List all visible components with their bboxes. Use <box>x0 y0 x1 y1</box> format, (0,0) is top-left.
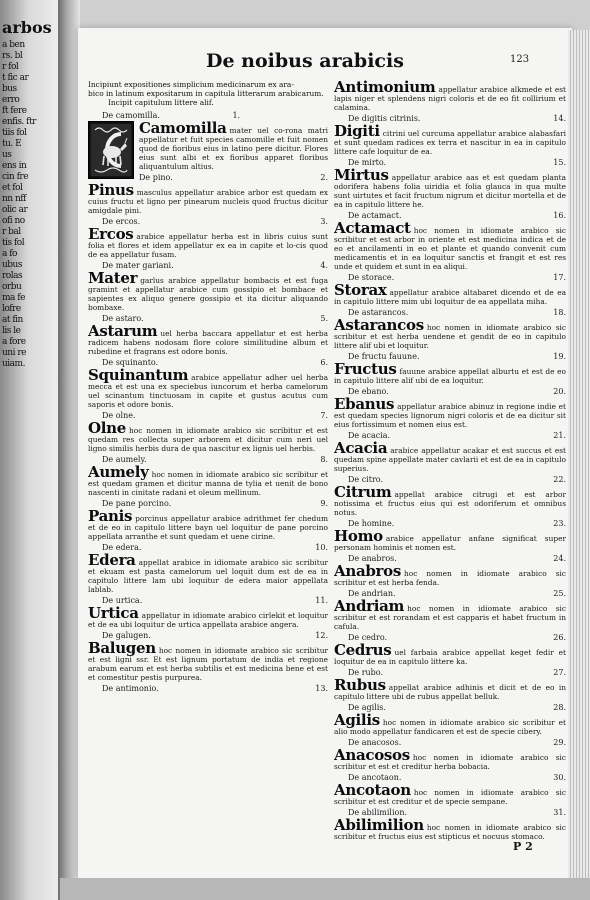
entry-body: appellatur arabice altabaret dicendo et de ea in capitulo littere mim ubi loquitur de ea appellata miha. <box>334 288 566 306</box>
entry-marker-text: De abilimilion. <box>348 808 408 817</box>
entry-headword: Acacia <box>334 439 388 457</box>
entry-text <box>334 168 566 209</box>
entry-marker-text: De ebano. <box>348 387 389 396</box>
entry-marker-text: De astarancos. <box>348 308 409 317</box>
entry-body: hoc nomen in idiomate arabico sic scribitur et est arbor in oriente et est medicina indica et de eo et ancilamenti in eo et plante et quando convenit cum medicamentis et in ea loquitur sanctis et frangit et est res unde et quidem et sunt in ea aliqui. <box>334 226 566 271</box>
dictionary-entry <box>334 519 566 552</box>
entry-number: 13. <box>315 684 328 693</box>
intro-line: bico in latinum expositarum in capitula litterarum arabicarum. <box>88 89 324 98</box>
entry-headword: Squinantum <box>88 366 189 384</box>
entry-marker-text: De andrian. <box>348 589 396 598</box>
entry-marker <box>102 217 328 226</box>
entry-body: appellatur arabice abinuz in regione indie et est quedam species lignorum nigri coloris et de ea dicitur sit eius fortissimum et nomen eius est. <box>334 402 566 429</box>
right-page <box>78 28 572 878</box>
dictionary-entry <box>334 633 566 666</box>
entry-marker-text: De ercos. <box>102 217 141 226</box>
entry-marker-text: De homine. <box>348 519 395 528</box>
entry-marker-text: De ancotaon. <box>348 773 402 782</box>
entry-headword: Astarancos <box>334 316 424 334</box>
entry-body: appellat arabice in idiomate arabico sic scribitur et ekuam est pasta camelorum uel loquit dum est de ea in capitulo littere lam ubi loquitur de edera maior appellata lablab. <box>88 558 328 594</box>
left-page-line: ft fere <box>2 106 27 116</box>
entry-marker-text: De actamact. <box>348 211 402 220</box>
dictionary-entry <box>334 738 566 771</box>
running-head <box>78 50 572 74</box>
entry-marker-text: De storace. <box>348 273 395 282</box>
dictionary-entry <box>88 596 328 629</box>
entry-text <box>334 599 566 631</box>
entry-headword: Homo <box>334 527 383 545</box>
entry-number: 19. <box>553 352 566 361</box>
entry-headword: Anabros <box>334 562 402 580</box>
entry-text <box>334 678 566 701</box>
entry-marker-text: De aumely. <box>102 455 147 464</box>
entry-number: 15. <box>553 158 566 167</box>
entry-number: 14. <box>553 114 566 123</box>
entry-body: appellatur in idiomate arabico cirlekit et loquitur et de ea ubi loquitur de urtica appellata arabice angera. <box>88 611 328 629</box>
entry-body: masculus appellatur arabice arbor est quedam ex cuius fructu et ligno per pinearum nucleis quod fructus dicitur amigdale pini. <box>88 188 328 215</box>
right-text-column <box>334 80 566 860</box>
entry-number: 5. <box>320 314 328 323</box>
entry-marker <box>102 411 328 420</box>
left-page-line: a fo <box>2 249 17 259</box>
entry-marker-text: De agilis. <box>348 703 386 712</box>
entry-text <box>334 124 566 156</box>
left-page-line: ma fe <box>2 293 25 303</box>
entry-marker-text: De antimonio. <box>102 684 159 693</box>
entry-body: appellat arabice citrugi et est arbor notissima et fructus eius qui est odoriferum et omnibus notus. <box>334 490 566 517</box>
entry-body: appellatur arabice aas et est quedam planta odorifera habens folia uiridia et folia glauca in qua multe sunt uirtutes et facit fructum nigrum et dicitur mortella et de ea in capitulo littere he. <box>334 173 566 209</box>
entry-body: appellatur arabice alkmede et est lapis niger et splendens nigri coloris et de eo fit collirium et calamina. <box>334 85 566 112</box>
entry-number: 22. <box>553 475 566 484</box>
entry-body: arabice appellatur adher uel herba mecca et est una ex speciebus iuncorum et herba camelorum uel scinantum tinctuosam in capite et gustus acutus cum saporis et odore bonis. <box>88 373 328 409</box>
entry-text <box>334 485 566 517</box>
dictionary-entry <box>334 387 566 429</box>
entry-headword: Antimonium <box>334 80 436 96</box>
entry-headword: Storax <box>334 281 387 299</box>
entry-headword: Fructus <box>334 360 397 378</box>
entry-text <box>334 529 566 552</box>
entry-marker-text: De citro. <box>348 475 383 484</box>
left-page-line: enfis. ftr <box>2 117 36 127</box>
entry-body: hoc nomen in idiomate arabico sic scribitur et est herba fenda. <box>334 569 566 587</box>
entry-marker-text: De urtica. <box>102 596 143 605</box>
bottom-shadow <box>60 878 590 900</box>
book-gutter <box>58 0 80 900</box>
dictionary-entry <box>88 499 328 541</box>
entry-number: 23. <box>553 519 566 528</box>
entry-headword: Actamact <box>334 219 411 237</box>
entry-number: 29. <box>553 738 566 747</box>
dictionary-entry <box>334 273 566 306</box>
entry-marker <box>348 114 566 123</box>
dictionary-entry <box>334 773 566 806</box>
entry-text <box>88 324 328 356</box>
dictionary-entry <box>88 173 328 215</box>
dictionary-entry <box>334 352 566 385</box>
entry-text <box>88 641 328 682</box>
entry-number: 18. <box>553 308 566 317</box>
entry-number: 26. <box>553 633 566 642</box>
dictionary-entry <box>334 308 566 350</box>
entry-marker-text: De anabros. <box>348 554 397 563</box>
entry-body: hoc nomen in idiomate arabico sic scribitur et est creditur et de specie sempane. <box>334 788 566 806</box>
left-page-line: rolas <box>2 271 23 281</box>
entry-marker <box>348 703 566 712</box>
entry-marker: De camomilla. 1. <box>102 111 241 120</box>
entry-body: uel farbaia arabice appellat keget fedir et loquitur de ea in capitulo littere ka. <box>334 648 566 666</box>
entry-headword: Digiti <box>334 122 380 140</box>
left-page-line: t fic ar <box>2 73 29 83</box>
folio-number: 123 <box>510 54 530 65</box>
entry-body: mater uel co-rona matri appellatur et fuit species camomille et fuit nomen quod de fioribus eius in latino pere dicitur. Flores eius sunt albi et ex fioribus apparet floribus aliquantulum altius. <box>139 126 328 171</box>
entry-text <box>88 183 328 215</box>
entry-headword: Urtica <box>88 604 139 622</box>
entry-text <box>88 553 328 594</box>
left-page-line: a fore <box>2 337 26 347</box>
entry-body: fauune arabice appellat alburtu et est de eo in capitulo littere alif ubi de ea loquitur. <box>334 367 566 385</box>
left-page-line: tu. E <box>2 139 22 149</box>
intro-line: Incipit capitulum littere alif. <box>108 98 214 107</box>
entry-marker-text: De pino. <box>139 173 173 182</box>
entry-headword: Cedrus <box>334 641 392 659</box>
entry-text <box>88 421 328 453</box>
entry-text <box>334 80 566 112</box>
dictionary-entry <box>88 261 328 312</box>
entry-text <box>334 362 566 385</box>
entry-text <box>334 318 566 350</box>
entry-body: porcinus appellatur arabice adrithmet fer chedum et de eo in capitulo littere bayn uel loquitur de pane porcino appellata arranthe et sunt quedam et uene cirine. <box>88 514 328 541</box>
entry-body: arabice appellatur anfane significat super personam hominis et nomen est. <box>334 534 566 552</box>
left-page-heading: arbos <box>2 18 52 37</box>
entry-headword: Ercos <box>88 225 134 243</box>
dictionary-entry <box>334 158 566 209</box>
illuminated-initial <box>88 121 134 179</box>
dictionary-entry <box>334 554 566 587</box>
entry-marker <box>102 173 328 182</box>
dictionary-entry <box>88 217 328 259</box>
left-page-line: lis le <box>2 326 21 336</box>
entry-marker-text: De galugen. <box>102 631 151 640</box>
entry-text <box>334 713 566 736</box>
entry-number: 11. <box>315 596 328 605</box>
entry-number: 21. <box>553 431 566 440</box>
left-page-line: ofi no <box>2 216 25 226</box>
entry-number: 9. <box>320 499 328 508</box>
entry-text <box>334 818 566 841</box>
entry-headword: Abilimilion <box>334 816 424 834</box>
intro-line: Incipiunt expositiones simplicium medicinarum ex ara- <box>88 80 294 89</box>
dictionary-entry <box>334 668 566 701</box>
entry-body: hoc nomen in idiomate arabico sic scribitur et est quedam gramen et dicitur manna de tylia et uenit de bono nascenti in cinitate radani et oleum mellinum. <box>88 470 328 497</box>
entry-headword: Olne <box>88 419 127 437</box>
entry-number: 16. <box>553 211 566 220</box>
entry-number: 24. <box>553 554 566 563</box>
entry-headword: Andriam <box>334 597 405 615</box>
entry-marker-text: De mirto. <box>348 158 387 167</box>
signature-mark: P 2 <box>513 840 533 853</box>
entry-body: hoc nomen in idiomate arabico sic scribitur et est rorandam et est capparis et habet fructum in cafula. <box>334 604 566 631</box>
entry-headword: Ebanus <box>334 395 395 413</box>
entry-marker <box>102 684 328 693</box>
entry-number: 8. <box>320 455 328 464</box>
left-page-line: a ben <box>2 40 25 50</box>
left-page-line: bus <box>2 84 17 94</box>
dictionary-entry <box>88 358 328 409</box>
entry-number: 10. <box>315 543 328 552</box>
entry-text <box>334 397 566 429</box>
left-page-line: ubus <box>2 260 22 270</box>
entry-marker-text: De rubo. <box>348 668 384 677</box>
dictionary-entry <box>334 475 566 517</box>
entry-marker-text: De fructu fauune. <box>348 352 420 361</box>
entry-text <box>88 368 328 409</box>
entry-marker-text: De edera. <box>102 543 142 552</box>
dictionary-entry <box>334 211 566 271</box>
entry-marker-text: De digitis citrinis. <box>348 114 421 123</box>
entry-body: hoc nomen in idiomate arabico sic scribitur et est ligni ssr. Et est lignum portatum de india et regione arabum earum et est herba subtilis et est medicina bene et est et comestitur pestis purpurea. <box>88 646 328 682</box>
entry-marker <box>102 499 328 508</box>
entry-headword: Ancotaon <box>334 781 411 799</box>
entry-text <box>88 465 328 497</box>
dictionary-entry <box>334 80 566 112</box>
left-text-column <box>88 80 328 860</box>
entry-body: uel herba baccara appellatur et est herba radicem habens nodosam flore colore similitudine album et rubedine et fragrans est odore bonis. <box>88 329 328 356</box>
left-page-text <box>2 40 60 640</box>
left-page-line: cin fre <box>2 172 29 182</box>
left-page-line: us <box>2 150 12 160</box>
entry-number: 2. <box>320 173 328 182</box>
dictionary-entry <box>88 543 328 594</box>
entry-text <box>334 643 566 666</box>
entry-headword: Aumely <box>88 463 149 481</box>
left-page-line: r bal <box>2 227 21 237</box>
left-page-line: ens in <box>2 161 27 171</box>
entry-number: 12. <box>315 631 328 640</box>
entry-number: 17. <box>553 273 566 282</box>
left-page-line: uiam. <box>2 359 25 369</box>
dictionary-entry <box>88 411 328 453</box>
dictionary-entry <box>334 431 566 473</box>
left-page-line: et fol <box>2 183 23 193</box>
dictionary-entry <box>334 703 566 736</box>
entry-number: 6. <box>320 358 328 367</box>
entry-number: 28. <box>553 703 566 712</box>
dictionary-entry <box>334 589 566 631</box>
left-page-line: uni re <box>2 348 26 358</box>
entry-text <box>88 606 328 629</box>
entry-marker-text: De pane porcino. <box>102 499 172 508</box>
left-page-line: nn nff <box>2 194 26 204</box>
entry-body: citrini uel curcuma appellatur arabice alabasfari et sunt quedam radices ex terra et nascitur in ea in capitulo littere cafe loquitur de ea. <box>334 129 566 156</box>
entry-marker-text: De mater gariani. <box>102 261 174 270</box>
running-head-title: De noibus arabicis <box>206 50 404 72</box>
dictionary-entry <box>334 808 566 841</box>
entry-body: arabice appellatur acakar et est succus et est quedam spine appellate mater cavlarii et est de ea in capitulo superius. <box>334 446 566 473</box>
entry-text <box>88 227 328 259</box>
entry-text <box>88 509 328 541</box>
entry-number: 4. <box>320 261 328 270</box>
entry-number: 3. <box>320 217 328 226</box>
right-entries <box>334 80 566 841</box>
entry-headword: Rubus <box>334 676 386 694</box>
entry-body: hoc nomen in idiomate arabico sic scribitur et alio modo appellatur fandicaren et est de specie cibery. <box>334 718 566 736</box>
left-page-line: tiis fol <box>2 128 27 138</box>
entry-body: appellat arabice adhinis et dicit et de eo in capitulo littere ubi de rubus appellat belluk. <box>334 683 566 701</box>
left-page-line: erro <box>2 95 20 105</box>
entry-marker-text: De acacia. <box>348 431 391 440</box>
entry-text <box>334 783 566 806</box>
entry-headword: Pinus <box>88 181 134 199</box>
entry-body: hoc nomen in idiomate arabico sic scribitur et est et creditur herba bobacia. <box>334 753 566 771</box>
entry-headword: Mater <box>88 269 138 287</box>
entry-text <box>334 283 566 306</box>
left-page-line: tis fol <box>2 238 25 248</box>
entry-headword: Anacosos <box>334 746 410 764</box>
entry-marker-text: De astaro. <box>102 314 144 323</box>
entry-headword: Edera <box>88 551 136 569</box>
entry-number: 7. <box>320 411 328 420</box>
entry-number: 31. <box>553 808 566 817</box>
entry-text <box>334 441 566 473</box>
entry-body: arabice appellatur herba est in libris cuius sunt folia et flores et idem appellatur ex ea in capite et lo-cis quod de ea appellatur fusam. <box>88 232 328 259</box>
entry-body: hoc nomen in idiomate arabico sic scribitur et est quedam res collecta super arborem et dicitur cum neri uel ligno similis herbis dura de qua nascitur ex lignis uel herbis. <box>88 426 328 453</box>
entry-number: 25. <box>553 589 566 598</box>
entry-headword: Agilis <box>334 711 380 729</box>
entry-headword: Mirtus <box>334 166 389 184</box>
entry-text <box>334 748 566 771</box>
entry-text <box>88 271 328 312</box>
entry-marker-text: De olne. <box>102 411 136 420</box>
entry-headword: Camomilla <box>139 119 227 137</box>
entry-body: garlus arabice appellatur bombacis et est fuga gramint et appellatur arabice cum gossipio et bombace et sapientes ex aliquo genere gossipio et ita dicitur aliquando bombaxe. <box>88 276 328 312</box>
entry-marker-text: De cedro. <box>348 633 388 642</box>
left-page-edge <box>0 0 62 900</box>
entry-marker-text: De anacosos. <box>348 738 402 747</box>
left-entries <box>88 121 328 693</box>
left-page-line: lofre <box>2 304 21 314</box>
entry-headword: Panis <box>88 507 133 525</box>
entry-headword: Citrum <box>334 483 392 501</box>
entry-marker-text: De squinanto. <box>102 358 159 367</box>
entry-number: 20. <box>553 387 566 396</box>
dictionary-entry <box>88 631 328 682</box>
left-page-line: r fol <box>2 62 19 72</box>
entry-number: 30. <box>553 773 566 782</box>
left-page-line: olic ar <box>2 205 28 215</box>
entry-text <box>334 221 566 271</box>
left-page-line: rs. bl <box>2 51 23 61</box>
entry-body: hoc nomen in idiomate arabico sic scribitur et est herba uendene et gendit de eo in capitulo littere alif ubi et loquitur. <box>334 323 566 350</box>
entry-headword: Balugen <box>88 639 156 657</box>
entry-headword: Astarum <box>88 322 158 340</box>
entry-body: hoc nomen in idiomate arabico sic scribitur et fructus eius est stipticus et nocuus stomaco. <box>334 823 566 841</box>
page-edges <box>568 30 590 890</box>
left-page-line: at fin <box>2 315 23 325</box>
entry-number: 27. <box>553 668 566 677</box>
entry-text <box>334 564 566 587</box>
dictionary-entry <box>334 114 566 156</box>
chapter-intro <box>88 80 328 107</box>
left-page-line: orbu <box>2 282 22 292</box>
dictionary-entry <box>88 684 328 693</box>
dictionary-entry <box>88 455 328 497</box>
dictionary-entry <box>88 314 328 356</box>
